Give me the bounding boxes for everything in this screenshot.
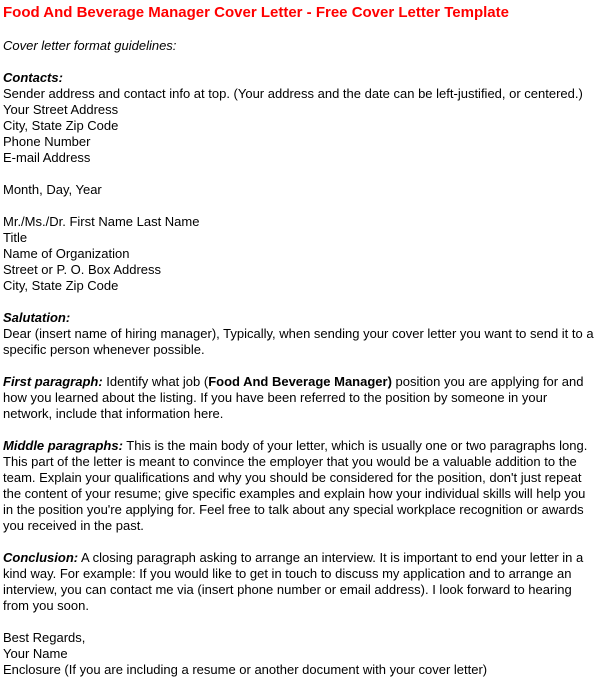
page-title: Food And Beverage Manager Cover Letter - Free Cover Letter Template bbox=[3, 4, 509, 21]
salutation-section bbox=[3, 310, 594, 358]
intro-line: Cover letter format guidelines: bbox=[3, 38, 177, 53]
middle-paragraphs-text: This is the main body of your letter, which is usually one or two paragraphs long. This part of the letter is meant to convince the employer that you would be a valuable addition to the team. Explain your qualifications and why you should be considered for the position, don't just repeat the content of your resume; give specific examples and explain how your individual skills will help you in the position you're applying for. Feel free to talk about any special workplace recognition or awards you received in the past. bbox=[3, 438, 588, 533]
closing-section bbox=[3, 630, 594, 678]
first-paragraph-text: Identify what job ( bbox=[102, 374, 209, 389]
conclusion-heading: Conclusion: bbox=[3, 550, 79, 565]
contacts-section bbox=[3, 70, 594, 166]
recipient-line: Name of Organization bbox=[3, 246, 130, 261]
salutation-text: Dear (insert name of hiring manager), Typically, when sending your cover letter you want to send it to a specific person whenever possible. bbox=[3, 326, 594, 357]
address-line: Your Street Address bbox=[3, 102, 119, 117]
address-line: Phone Number bbox=[3, 134, 91, 149]
date-line: Month, Day, Year bbox=[3, 182, 102, 197]
recipient-line: Street or P. O. Box Address bbox=[3, 262, 162, 277]
closing-line: Your Name bbox=[3, 646, 68, 661]
first-paragraph-heading: First paragraph: bbox=[3, 374, 103, 389]
contacts-guideline: Sender address and contact info at top. (Your address and the date can be left-justified, or centered.) bbox=[3, 86, 583, 101]
conclusion-section bbox=[3, 550, 594, 614]
closing-line: Enclosure (If you are including a resume or another document with your cover letter) bbox=[3, 662, 488, 677]
recipient-section bbox=[3, 214, 594, 294]
middle-paragraphs-section bbox=[3, 438, 594, 534]
closing-line: Best Regards, bbox=[3, 630, 86, 645]
address-line: City, State Zip Code bbox=[3, 118, 119, 133]
recipient-line: Title bbox=[3, 230, 28, 245]
conclusion-text: A closing paragraph asking to arrange an interview. It is important to end your letter in a kind way. For example: If you would like to get in touch to discuss my application and to arrange an interview, you can contact me via (insert phone number or email address). I look forward to hearing from you soon. bbox=[3, 550, 584, 613]
first-paragraph-section bbox=[3, 374, 594, 422]
recipient-line: City, State Zip Code bbox=[3, 278, 119, 293]
job-title-emphasis: Food And Beverage Manager) bbox=[208, 374, 392, 389]
first-paragraph-text: position you are applying for and how you learned about the listing. If you have been referred to the position by someone in your network, include that information here. bbox=[3, 374, 584, 421]
contacts-heading: Contacts: bbox=[3, 70, 63, 85]
address-line: E-mail Address bbox=[3, 150, 91, 165]
salutation-heading: Salutation: bbox=[3, 310, 71, 325]
middle-paragraphs-heading: Middle paragraphs: bbox=[3, 438, 123, 453]
recipient-line: Mr./Ms./Dr. First Name Last Name bbox=[3, 214, 200, 229]
